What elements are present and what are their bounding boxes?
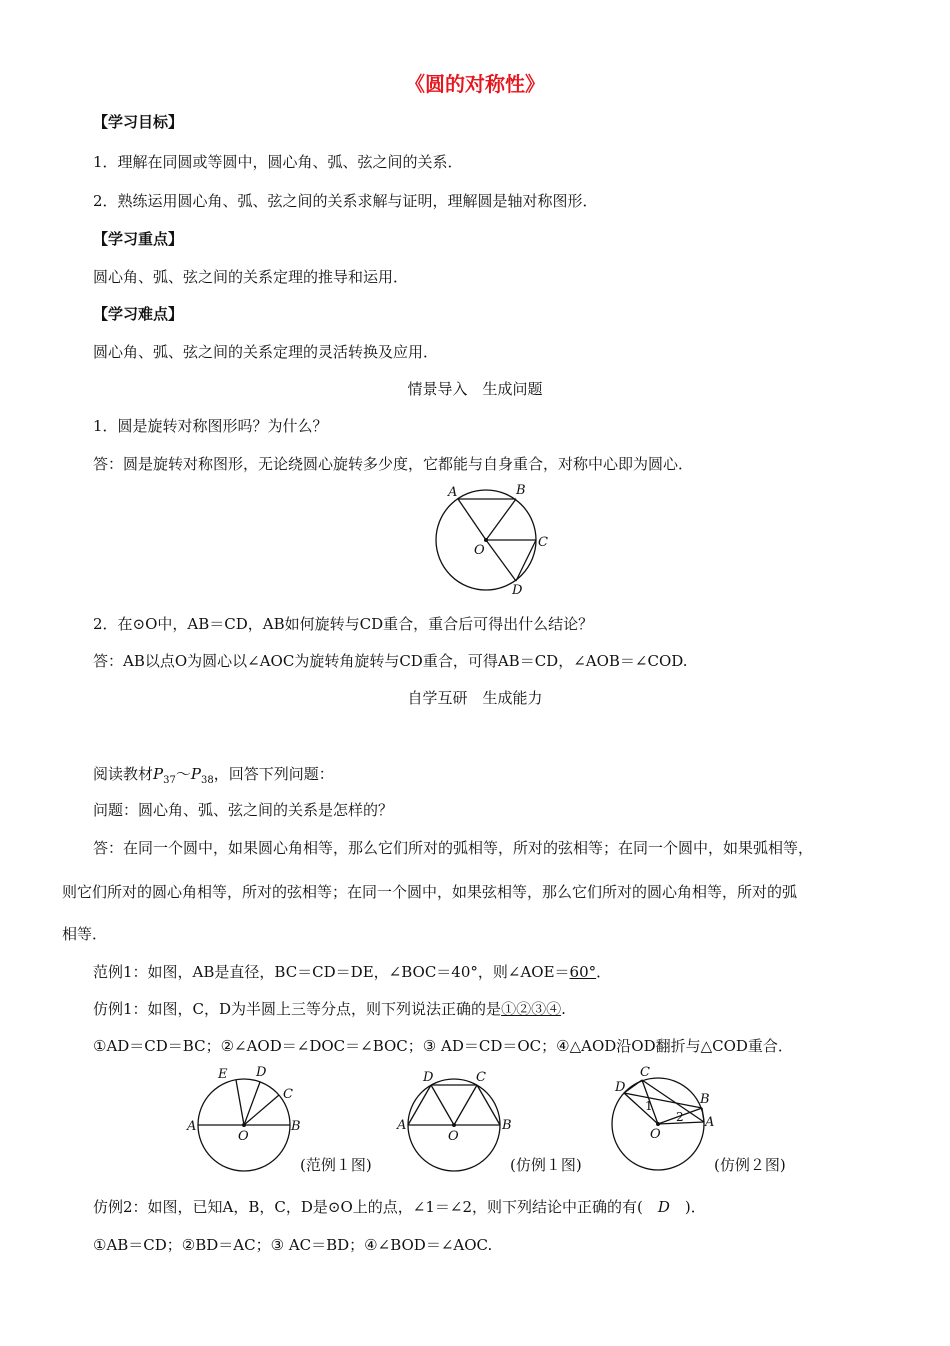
imitation-1-options: ①AD＝CD＝BC；②∠AOD＝∠DOC＝∠BOC；③ AD＝CD＝OC；④△AOD沿OD翻折与△COD重合． xyxy=(93,1037,793,1055)
difficulty-text: 圆心角、弧、弦之间的关系定理的灵活转换及应用． xyxy=(93,343,439,361)
goal-item-2: 2．熟练运用圆心角、弧、弦之间的关系求解与证明，理解圆是轴对称图形． xyxy=(93,192,598,210)
imitation-1-figure xyxy=(394,1064,514,1179)
fig3-angle-1: 1 xyxy=(645,1099,653,1113)
fig1-label-d: D xyxy=(256,1065,267,1080)
difficulty-heading: 【学习难点】 xyxy=(93,305,184,323)
example-1-caption: (范例１图) xyxy=(300,1156,372,1174)
answer-line-1: 答：在同一个圆中，如果圆心角相等，那么它们所对的弧相等，所对的弦相等；在同一个圆中，如果弧相等， xyxy=(93,839,814,857)
answer-line-3: 相等． xyxy=(62,925,108,943)
answer-2: 答：AB以点O为圆心以∠AOC为旋转角旋转与CD重合，可得AB＝CD，∠AOB＝∠COD. xyxy=(93,652,688,670)
fig1-label-e: E xyxy=(218,1067,228,1082)
fig1-label-o: O xyxy=(238,1129,249,1144)
fig3-label-a: A xyxy=(705,1115,715,1130)
example-1-figure xyxy=(184,1062,304,1177)
fig1-label-b: B xyxy=(291,1119,301,1134)
imitation-2-options: ①AB＝CD；②BD＝AC；③ AC＝BD；④∠BOD＝∠AOC. xyxy=(93,1236,493,1254)
imitation-1-caption: (仿例１图) xyxy=(510,1156,582,1174)
rotation-circle-figure xyxy=(430,478,560,598)
fig1-label-c: C xyxy=(283,1087,293,1102)
top-label-b: B xyxy=(516,483,526,498)
part2-heading: 自学互研 生成能力 xyxy=(407,689,543,707)
key-heading: 【学习重点】 xyxy=(93,230,184,248)
part1-heading: 情景导入 生成问题 xyxy=(407,380,543,398)
fig3-label-c: C xyxy=(640,1065,650,1080)
fig2-label-c: C xyxy=(476,1070,486,1085)
key-text: 圆心角、弧、弦之间的关系定理的推导和运用． xyxy=(93,268,409,286)
problem-question: 问题：圆心角、弧、弦之间的关系是怎样的？ xyxy=(93,801,394,819)
top-label-o: O xyxy=(474,543,485,558)
imitation-1-answer: ①②③④ xyxy=(501,1000,562,1018)
page-title: 《圆的对称性》 xyxy=(405,72,545,96)
fig3-label-d: D xyxy=(615,1080,626,1095)
fig1-label-a: A xyxy=(187,1119,197,1134)
fig3-angle-2: 2 xyxy=(676,1110,684,1124)
imitation-1: 仿例1：如图，C，D为半圆上三等分点，则下列说法正确的是①②③④. xyxy=(93,1000,566,1018)
answer-1: 答：圆是旋转对称图形，无论绕圆心旋转多少度，它都能与自身重合，对称中心即为圆心． xyxy=(93,455,694,473)
answer-line-2: 则它们所对的圆心角相等，所对的弦相等；在同一个圆中，如果弦相等，那么它们所对的圆心角相等，所对的弧 xyxy=(62,883,798,901)
fig2-label-d: D xyxy=(423,1070,434,1085)
imitation-2-answer: D xyxy=(657,1198,670,1216)
top-label-c: C xyxy=(538,535,548,550)
example-1: 范例1：如图，AB是直径，BC＝CD＝DE，∠BOC＝40°，则∠AOE＝60°． xyxy=(93,963,612,981)
goal-heading: 【学习目标】 xyxy=(93,113,184,131)
goal-item-1: 1．理解在同圆或等圆中，圆心角、弧、弦之间的关系． xyxy=(93,153,463,171)
top-label-d: D xyxy=(512,583,523,598)
imitation-2-figure xyxy=(602,1064,722,1179)
imitation-2: 仿例2：如图，已知A，B，C，D是⊙O上的点，∠1＝∠2，则下列结论中正确的有( D )． xyxy=(93,1198,706,1216)
fig2-label-b: B xyxy=(502,1118,512,1133)
top-label-a: A xyxy=(448,485,458,500)
fig3-label-b: B xyxy=(700,1092,710,1107)
example-1-answer: 60° xyxy=(569,963,597,981)
reading-instruction: 阅读教材$P_{37}\sim P_{38}$，回答下列问题： xyxy=(93,765,334,786)
fig3-label-o: O xyxy=(650,1127,661,1142)
question-1: 1．圆是旋转对称图形吗？为什么？ xyxy=(93,417,328,435)
fig2-label-o: O xyxy=(448,1129,459,1144)
fig2-label-a: A xyxy=(397,1118,407,1133)
imitation-2-caption: (仿例２图) xyxy=(714,1156,786,1174)
question-2: 2．在⊙O中，AB＝CD，AB如何旋转与CD重合，重合后可得出什么结论？ xyxy=(93,615,594,633)
